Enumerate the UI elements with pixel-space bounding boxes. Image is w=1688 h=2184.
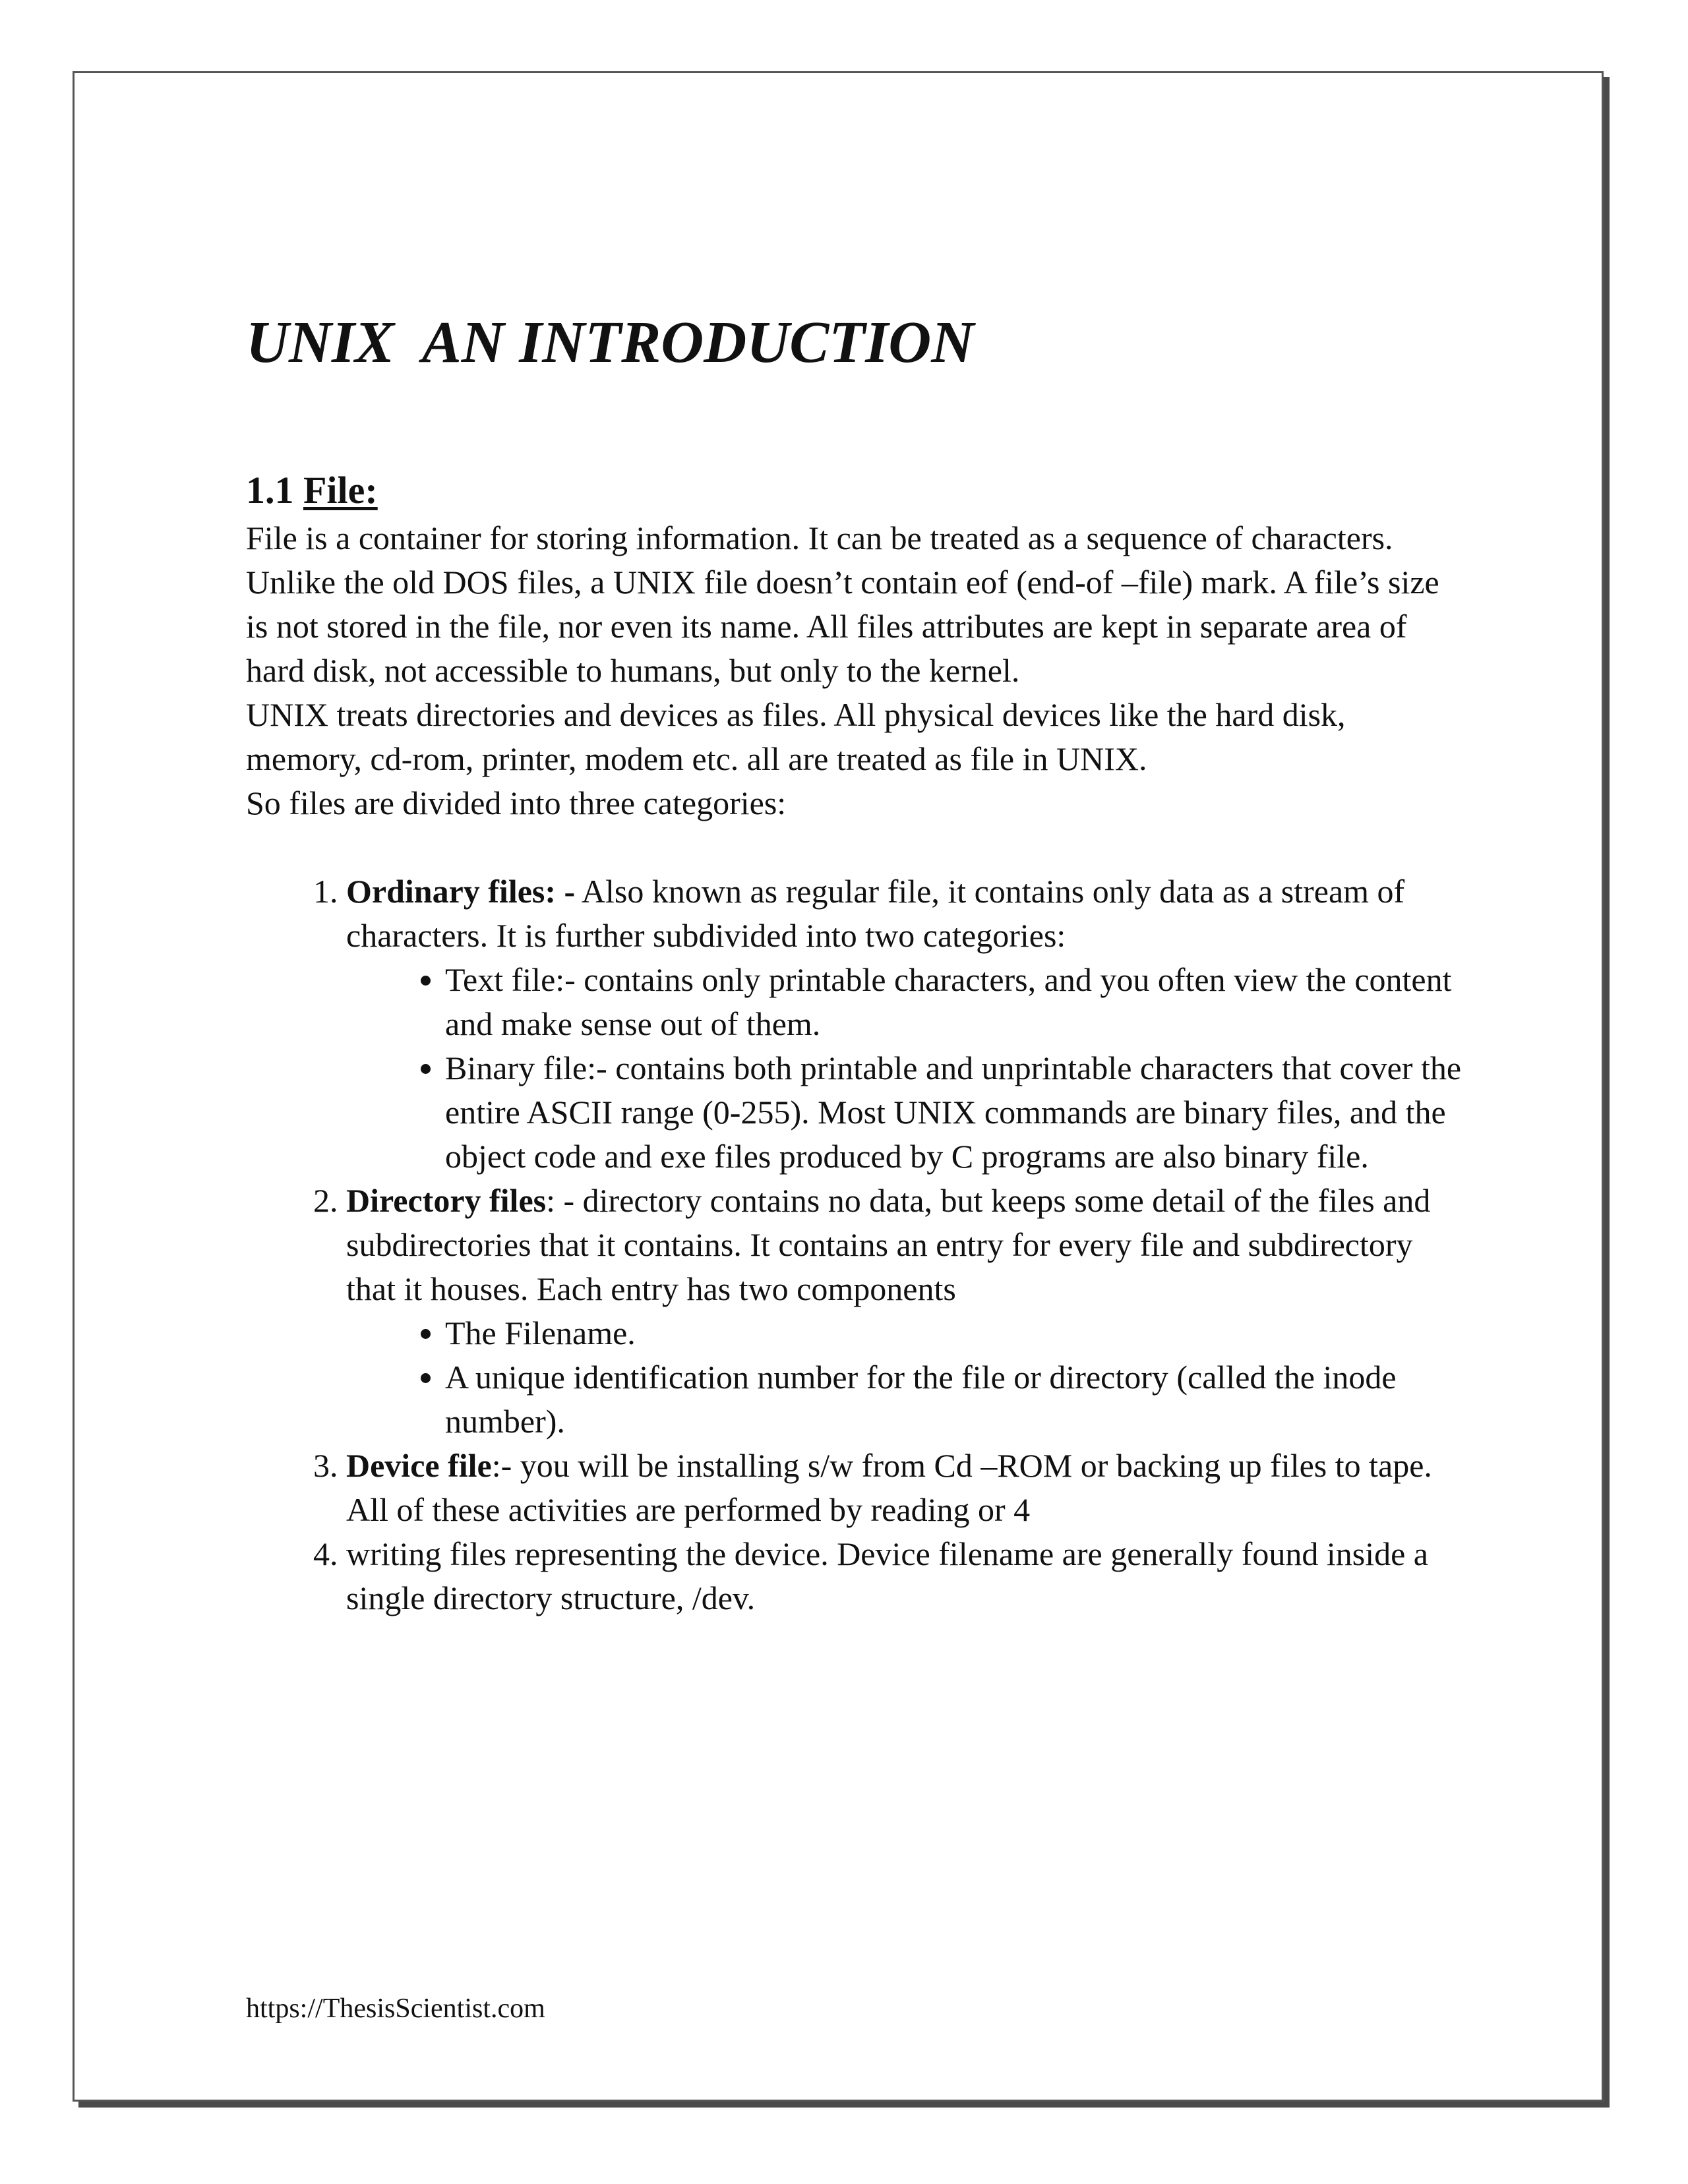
paragraph-devices-as-files: UNIX treats directories and devices as files. All physical devices like the hard disk, memory, cd-rom, printer, modem etc. all are treated as file in UNIX. xyxy=(246,696,1346,777)
document-title: UNIX AN INTRODUCTION xyxy=(246,310,975,375)
list-item-ordinary-files xyxy=(346,870,1466,1179)
directory-entry-components xyxy=(346,1311,1466,1444)
list-item-directory-files xyxy=(346,1179,1466,1444)
list-term: Ordinary files: - xyxy=(346,873,576,910)
paragraph-categories-intro: So files are divided into three categories: xyxy=(246,784,787,821)
spacer xyxy=(246,825,1466,870)
section-number: 1.1 xyxy=(246,469,294,512)
list-text: Also known as regular file, it contains only data as a stream of characters. It is further subdivided into two categories: xyxy=(346,873,1405,954)
list-item-device-filename xyxy=(346,1532,1466,1620)
section-heading xyxy=(246,469,378,512)
list-item-device-file xyxy=(346,1444,1466,1532)
file-category-list xyxy=(246,870,1466,1620)
list-text: :- you will be installing s/w from Cd –ROM or backing up files to tape. All of these activities are performed by reading or 4 xyxy=(346,1447,1432,1528)
bullet-binary-file: • Binary file:- contains both printable and unprintable characters that cover the entire ASCII range (0-255). Most UNIX commands are binary files, and the object code and exe files produced by C programs are also binary file. xyxy=(445,1046,1466,1179)
list-text: : - directory contains no data, but keeps some detail of the files and subdirectories that it contains. It contains an entry for every file and subdirectory that it houses. Each entry has two components xyxy=(346,1182,1431,1307)
ordinary-files-subtypes xyxy=(346,958,1466,1179)
paragraph-file-definition: File is a container for storing information. It can be treated as a sequence of characters. Unlike the old DOS files, a UNIX file doesn’t contain eof (end-of –file) mark. A file’s size is not stored in the file, nor even its name. All files attributes are kept in separate area of hard disk, not accessible to humans, but only to the kernel. xyxy=(246,519,1439,689)
bullet-filename: • The Filename. xyxy=(445,1311,1466,1355)
bullet-inode-number: • A unique identification number for the file or directory (called the inode number). xyxy=(445,1355,1466,1444)
section-label: File: xyxy=(303,469,378,512)
footer-url: https://ThesisScientist.com xyxy=(246,1993,545,2024)
document-body xyxy=(246,516,1466,1620)
list-text: writing files representing the device. Device filename are generally found inside a single directory structure, /dev. xyxy=(346,1535,1428,1616)
list-term: Device file xyxy=(346,1447,492,1484)
list-term: Directory files xyxy=(346,1182,547,1219)
bullet-text-file: • Text file:- contains only printable characters, and you often view the content and make sense out of them. xyxy=(445,958,1466,1046)
